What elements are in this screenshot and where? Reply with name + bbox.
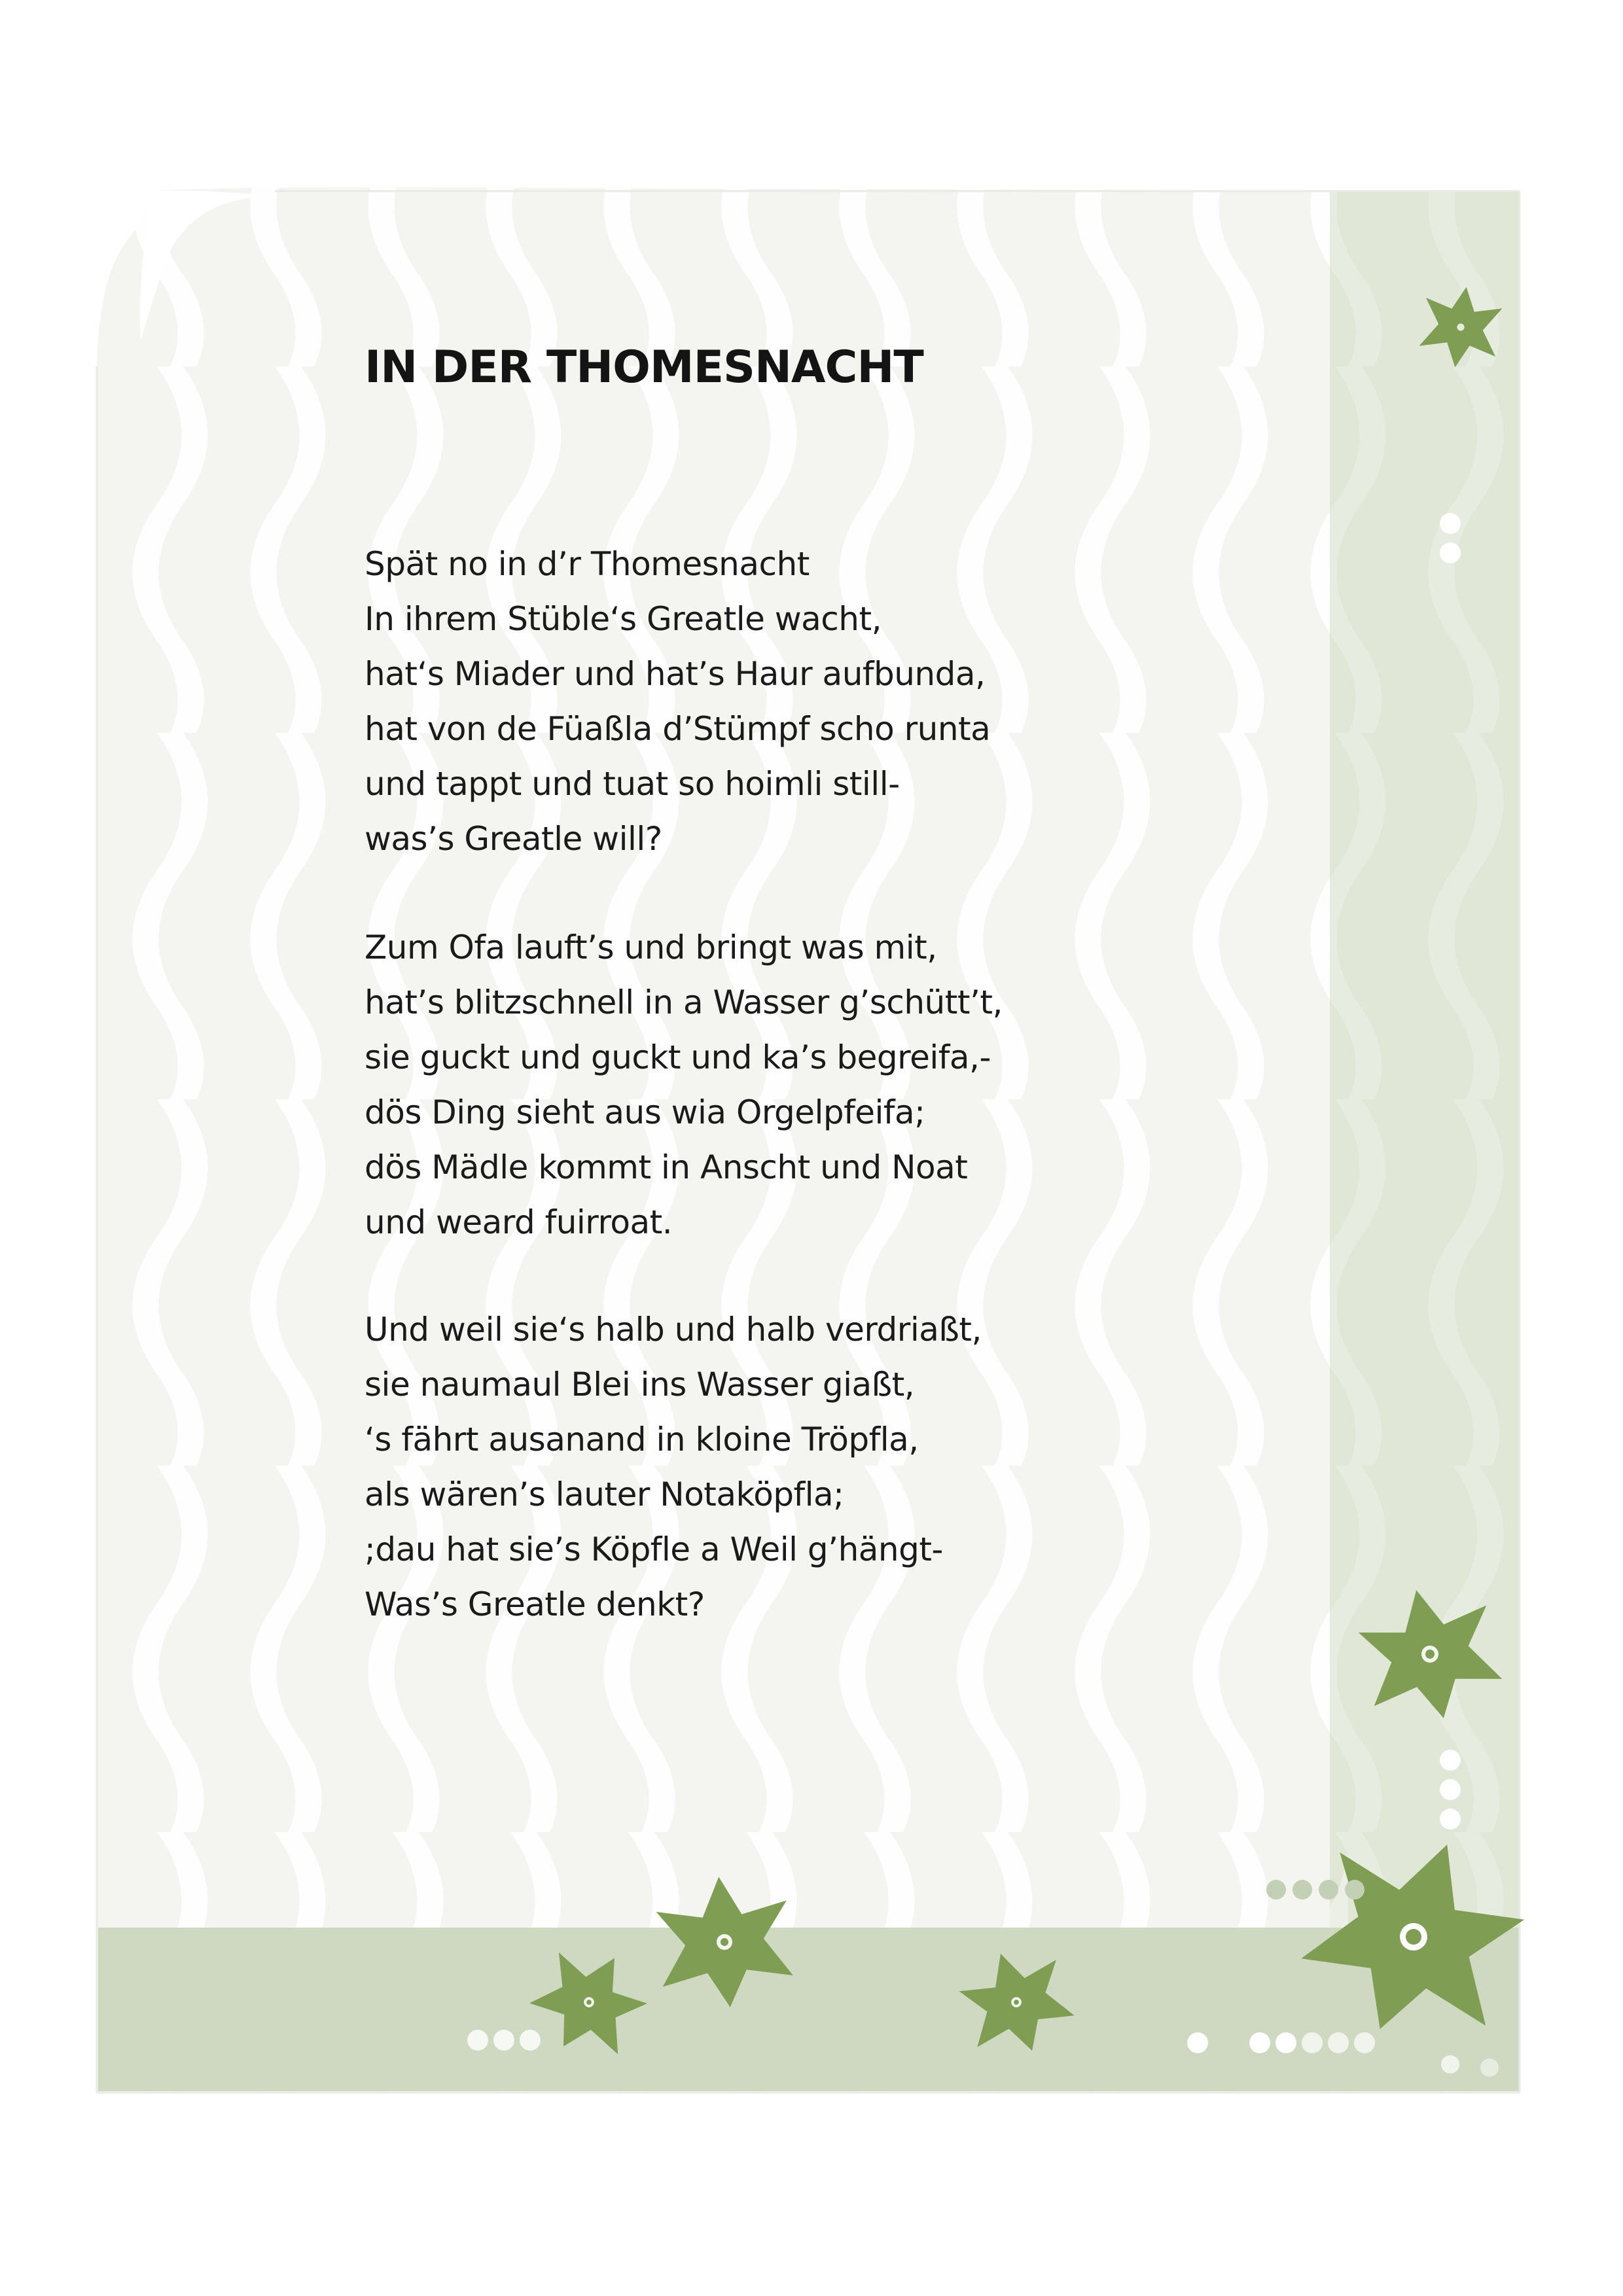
poem-line: Und weil sie‘s halb und halb verdriaßt, bbox=[365, 1311, 982, 1349]
poem-line: hat von de Füaßla d’Stümpf scho runta bbox=[365, 710, 991, 748]
bottom-band bbox=[98, 1928, 1520, 2091]
poem-line: Spät no in d’r Thomesnacht bbox=[365, 545, 810, 583]
poem-line: und weard fuirroat. bbox=[365, 1203, 673, 1241]
poem-line: Zum Ofa lauft’s und bringt was mit, bbox=[365, 928, 937, 966]
stanza-2 bbox=[365, 920, 1003, 1250]
poem-line: dös Ding sieht aus wia Orgelpfeifa; bbox=[365, 1093, 925, 1131]
poem-line: Was’s Greatle denkt? bbox=[365, 1585, 705, 1623]
poem-line: als wären’s lauter Notaköpfla; bbox=[365, 1475, 844, 1513]
poem-line: hat‘s Miader und hat’s Haur aufbunda, bbox=[365, 655, 986, 693]
poem-title: IN DER THOMESNACHT bbox=[365, 342, 923, 393]
stanza-1 bbox=[365, 537, 990, 866]
poem-line: ;dau hat sie’s Köpfle a Weil g’hängt- bbox=[365, 1530, 943, 1568]
poem-line: sie guckt und guckt und ka’s begreifa,- bbox=[365, 1038, 991, 1076]
poem-line: was’s Greatle will? bbox=[365, 820, 662, 858]
poem-line: sie naumaul Blei ins Wasser giaßt, bbox=[365, 1366, 915, 1404]
poem-line: In ihrem Stüble‘s Greatle wacht, bbox=[365, 600, 882, 638]
poem-line: ‘s fährt ausanand in kloine Tröpfla, bbox=[365, 1421, 919, 1458]
poem-line: und tappt und tuat so hoimli still- bbox=[365, 765, 900, 803]
poem-line: hat’s blitzschnell in a Wasser g’schütt’t, bbox=[365, 983, 1003, 1021]
stanza-3 bbox=[365, 1302, 982, 1632]
poem-line: dös Mädle kommt in Anscht und Noat bbox=[365, 1148, 968, 1186]
